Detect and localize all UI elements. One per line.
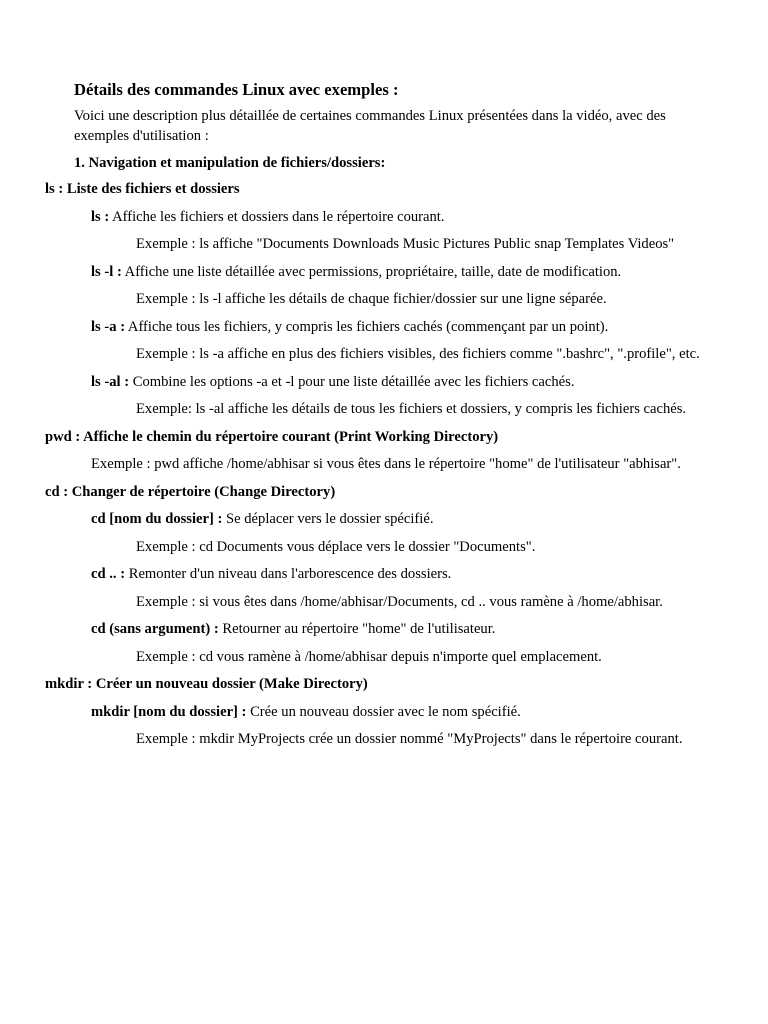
list-item (0, 455, 700, 475)
list-item-text: Se déplacer vers le dossier spécifié. (222, 511, 434, 527)
list-item-label: ls -l : (91, 263, 122, 280)
list-item (0, 345, 700, 365)
document-content (74, 78, 694, 182)
list-item-label: ls : Liste des fichiers et dossiers (45, 181, 240, 197)
list-item (0, 373, 700, 393)
list-item-label: ls -a : (91, 318, 126, 335)
list-item (0, 703, 700, 723)
list-item (0, 235, 700, 255)
list-item-text: Exemple : pwd affiche /home/abhisar si vous êtes dans le répertoire "home" de l'utilisateur "abhisar". (91, 456, 681, 472)
list-item-label: ls : (91, 208, 110, 225)
list-item-text: Exemple : ls affiche "Documents Downloads Music Pictures Public snap Templates Videos" (136, 236, 675, 252)
list-item (0, 290, 700, 310)
list-item-label: pwd : Affiche le chemin du répertoire courant (Print Working Directory) (45, 428, 499, 445)
list-item-label: cd [nom du dossier] : (91, 511, 223, 527)
section-title: 1. Navigation et manipulation de fichiers/dossiers: (74, 155, 386, 171)
document-title: Détails des commandes Linux avec exemples : (74, 80, 399, 99)
list-item (0, 400, 700, 420)
list-item (0, 675, 700, 695)
list-item-text: Exemple : cd vous ramène à /home/abhisar depuis n'importe quel emplacement. (136, 648, 602, 665)
list-item-label: ls -al : (91, 373, 130, 390)
list-item (0, 483, 700, 503)
list-item (0, 593, 700, 613)
list-item (0, 263, 700, 283)
list-item-label: cd .. : (91, 566, 126, 582)
command-list (0, 180, 700, 758)
list-item-text: Affiche les fichiers et dossiers dans le répertoire courant. (109, 208, 445, 225)
list-item-text: Exemple : ls -a affiche en plus des fichiers visibles, des fichiers comme ".bashrc", ".profile", etc. (136, 346, 700, 362)
list-item-text: Remonter d'un niveau dans l'arborescence des dossiers. (125, 566, 452, 582)
list-item-label: mkdir [nom du dossier] : (91, 703, 247, 720)
intro-paragraph: Voici une description plus détaillée de certaines commandes Linux présentées dans la vidéo, avec des exemples d'utilisation : (74, 108, 666, 144)
list-item (0, 318, 700, 338)
list-item (0, 565, 700, 585)
list-item-text: Exemple : cd Documents vous déplace vers le dossier "Documents". (136, 538, 536, 555)
list-item-text: Exemple: ls -al affiche les détails de tous les fichiers et dossiers, y compris les fichiers cachés. (136, 401, 687, 417)
list-item (0, 620, 700, 640)
list-item-text: Combine les options -a et -l pour une liste détaillée avec les fichiers cachés. (129, 373, 575, 390)
list-item-text: Exemple : mkdir MyProjects crée un dossier nommé "MyProjects" dans le répertoire courant. (136, 731, 683, 747)
list-item-text: Affiche tous les fichiers, y compris les fichiers cachés (commençant par un point). (125, 318, 609, 335)
list-item-text: Exemple : si vous êtes dans /home/abhisar/Documents, cd .. vous ramène à /home/abhisar. (136, 593, 663, 610)
list-item (0, 208, 700, 228)
list-item (0, 730, 700, 750)
list-item (0, 428, 700, 448)
list-item-text: Retourner au répertoire "home" de l'utilisateur. (218, 621, 496, 637)
list-item-text: Exemple : ls -l affiche les détails de chaque fichier/dossier sur une ligne séparée. (136, 291, 607, 307)
list-item-text: Crée un nouveau dossier avec le nom spécifié. (246, 703, 521, 720)
list-item (0, 648, 700, 668)
list-item-label: mkdir : Créer un nouveau dossier (Make Directory) (45, 676, 368, 692)
list-item-text: Affiche une liste détaillée avec permissions, propriétaire, taille, date de modification. (121, 263, 622, 280)
list-item (0, 180, 700, 200)
list-item (0, 538, 700, 558)
list-item-label: cd (sans argument) : (91, 621, 219, 637)
list-item-label: cd : Changer de répertoire (Change Directory) (45, 483, 336, 500)
list-item (0, 510, 700, 530)
